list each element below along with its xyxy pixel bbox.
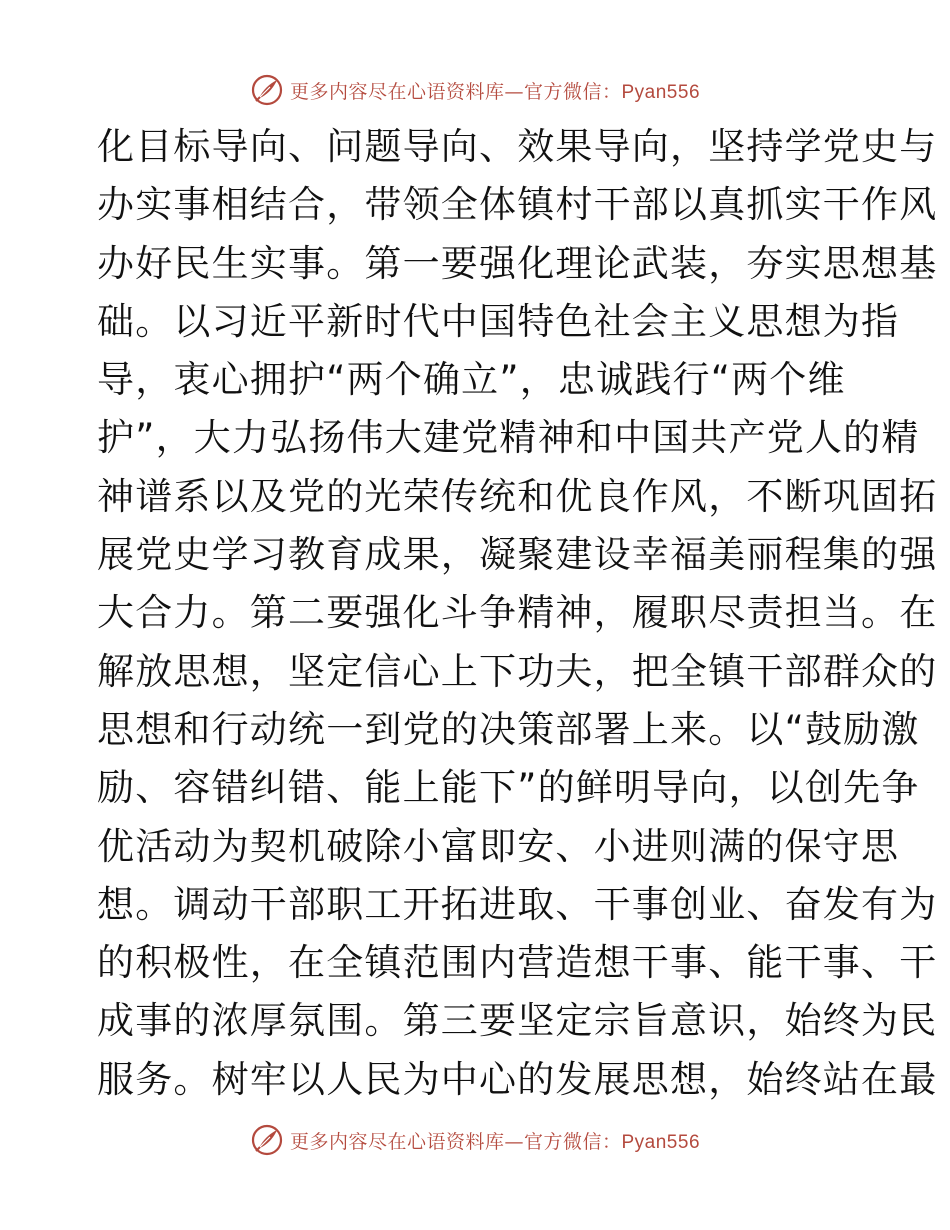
text-line: 导，衷心拥护“两个确立”，忠诚践行“两个维 <box>97 358 846 402</box>
text-line: 大合力。第二要强化斗争精神，履职尽责担当。在 <box>97 591 938 635</box>
text-line: 办实事相结合，带领全体镇村干部以真抓实干作风 <box>97 183 938 227</box>
footer-watermark-id: Pyan556 <box>621 1131 701 1153</box>
header-watermark <box>0 70 950 110</box>
text-line: 解放思想，坚定信心上下功夫，把全镇干部群众的 <box>97 649 938 693</box>
text-line: 化目标导向、问题导向、效果导向，坚持学党史与 <box>97 125 938 168</box>
footer-watermark-text: 更多内容尽在心语资料库—官方微信： <box>289 1130 622 1153</box>
header-watermark-text: 更多内容尽在心语资料库—官方微信： <box>289 80 622 103</box>
text-line: 础。以习近平新时代中国特色社会主义思想为指 <box>97 299 900 343</box>
feather-pen-logo-icon <box>250 73 284 107</box>
text-line: 神谱系以及党的光荣传统和优良作风，不断巩固拓 <box>97 474 938 518</box>
text-line: 优活动为契机破除小富即安、小进则满的保守思 <box>97 824 900 868</box>
text-line: 办好民生实事。第一要强化理论武装，夯实思想基 <box>97 241 938 285</box>
header-watermark-id: Pyan556 <box>621 81 701 103</box>
text-line: 思想和行动统一到党的决策部署上来。以“鼓励激 <box>97 707 920 751</box>
text-line: 想。调动干部职工开拓进取、干事创业、奋发有为 <box>97 882 938 926</box>
text-line: 护”，大力弘扬伟大建党精神和中国共产党人的精 <box>97 416 920 460</box>
text-line: 展党史学习教育成果，凝聚建设幸福美丽程集的强 <box>97 533 938 577</box>
body-text <box>97 118 938 1109</box>
footer-watermark <box>0 1120 950 1160</box>
text-line: 成事的浓厚氛围。第三要坚定宗旨意识，始终为民 <box>97 999 938 1043</box>
text-line: 的积极性，在全镇范围内营造想干事、能干事、干 <box>97 941 938 985</box>
feather-pen-logo-icon <box>250 1123 284 1157</box>
text-line: 励、容错纠错、能上能下”的鲜明导向，以创先争 <box>97 766 920 810</box>
text-line: 服务。树牢以人民为中心的发展思想，始终站在最 <box>97 1057 938 1101</box>
